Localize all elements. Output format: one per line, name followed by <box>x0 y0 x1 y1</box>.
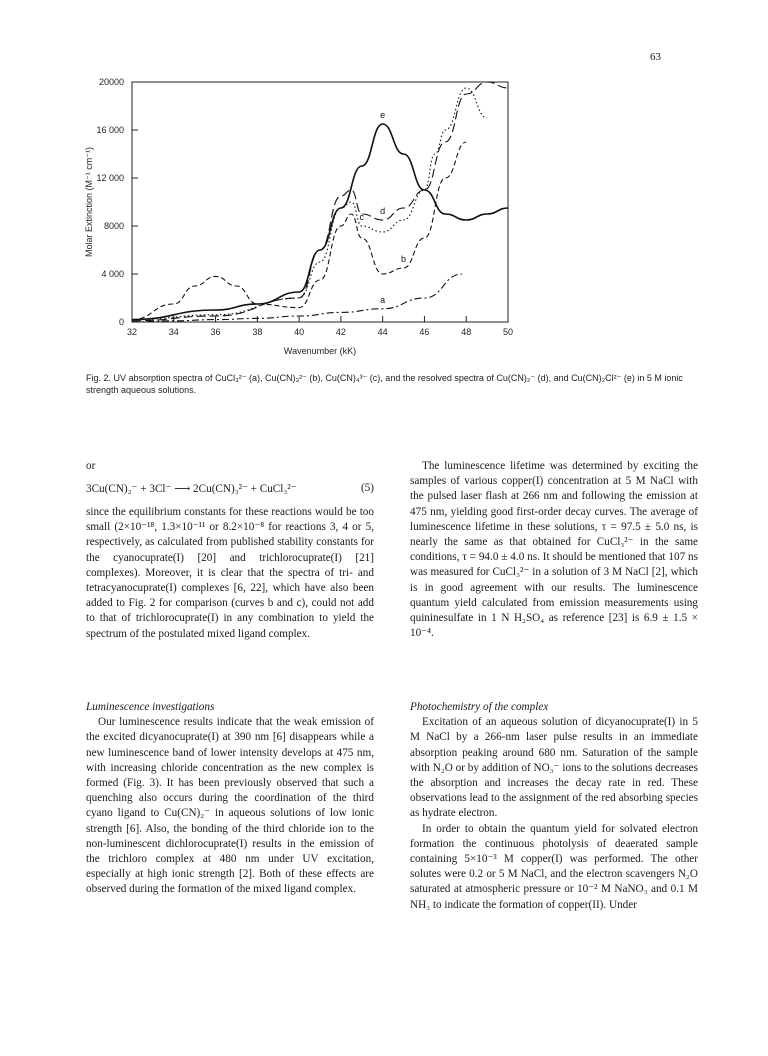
y-tick-label-5: 20000 <box>98 77 124 87</box>
series-line-d <box>132 82 508 321</box>
x-tick-label-42: 42 <box>335 327 346 337</box>
equation-text: 3Cu(CN)₂⁻ + 3Cl⁻ ⟶ 2Cu(CN)₃²⁻ + CuCl₃²⁻ <box>86 483 297 495</box>
series-line-c <box>132 88 487 320</box>
plot-frame <box>132 82 508 322</box>
series-label-e: e <box>380 110 386 120</box>
y-tick-label-2: 8000 <box>103 221 124 231</box>
equation-number: (5) <box>360 482 374 494</box>
section-heading-photochemistry: Photochemistry of the complex <box>410 701 549 713</box>
y-tick-label-1: 4 000 <box>101 269 124 279</box>
series-line-e <box>132 124 508 320</box>
equation-5 <box>86 482 374 495</box>
series-label-b: b <box>401 254 407 264</box>
series-label-c: c <box>359 212 365 222</box>
series-line-a <box>132 274 462 322</box>
right-paragraph-1: The luminescence lifetime was determined by exciting the samples of various copper(I) concentration at 5 M NaCl with the pulsed laser flash at 266 nm and following the emission at 475 nm, yielding good first-order decay curves. The average of luminescence lifetime in these solutions, τ = 97.5 ± 5.0 ns, is nearly the same as that obtained for CuCl₃²⁻ in the same conditions, τ = 94.0 ± 4.0 ns. It should be mentioned that 107 ns was measured for CuCl₃²⁻ in a solution of 3 M NaCl [2], which is in good agreement with our results. The luminescence quantum yield calculated from emission measurements using quininesulfate in 1 N H₂SO₄ as reference [23] is 6.9 ± 1.5 × 10⁻⁴. <box>410 460 698 640</box>
figure-caption: Fig. 2. UV absorption spectra of CuCl₃²⁻ (a), Cu(CN)₃²⁻ (b), Cu(CN)₄³⁻ (c), and the resolved spectra of Cu(CN)₂⁻ (d), and Cu(CN)₂Cl²⁻ (e) in 5 M ionic strength aqueous solutions. <box>86 373 683 395</box>
x-tick-label-34: 34 <box>168 327 179 337</box>
x-tick-label-36: 36 <box>210 327 221 337</box>
left-section-luminescence <box>86 700 374 898</box>
x-tick-label-50: 50 <box>502 327 514 337</box>
x-tick-label-44: 44 <box>377 327 388 337</box>
y-tick-label-0: 0 <box>118 317 124 327</box>
series-label-a: a <box>380 294 386 305</box>
section-heading-luminescence: Luminescence investigations <box>86 701 215 713</box>
page-number: 63 <box>650 51 661 63</box>
x-tick-label-38: 38 <box>252 327 263 337</box>
right-section-photochemistry <box>410 700 698 913</box>
x-tick-label-48: 48 <box>461 327 472 337</box>
x-axis-label: Wavenumber (kK) <box>283 346 357 356</box>
right-paragraph-3: In order to obtain the quantum yield for solvated electron formation the continuous photolysis of deaerated sample containing 5×10⁻³ M copper(I) was performed. The other solutes were 0.2 or 5 M NaCl, and the electron scavengers N₂O saturated at atmospheric pressure or 10⁻² M NaNO₃ and 0.1 M NH₃ to indicate the formation of copper(II). Under <box>410 822 698 911</box>
x-tick-label-32: 32 <box>126 327 138 337</box>
right-paragraph-2: Excitation of an aqueous solution of dicyanocuprate(I) in 5 M NaCl by a 266-nm laser pulse results in an immediate absorption peaking around 680 nm. Saturation of the sample with N₂O or by addition of NO₃⁻ ions to the solutions decreases the absorption and increases the decay rate in red. These observations lead to the assignment of the red absorbing species as hydrate electron. <box>410 716 698 820</box>
left-or: or <box>86 460 96 472</box>
y-tick-label-4: 16 000 <box>96 125 124 135</box>
x-tick-label-40: 40 <box>294 327 305 337</box>
series-label-d: d <box>380 206 386 216</box>
left-paragraph-2: Our luminescence results indicate that the weak emission of the excited dicyanocuprate(I) at 390 nm [6] disappears while a new luminescence band of lower intensity develops at 475 nm, with increasing chloride concentration as the new complex is formed (Fig. 3). It has been previously observed that such a quenching also occurs during the coordination of the third cyano ligand to Cu(CN)₂⁻ in aqueous solutions of low ionic strength [6]. Also, the bonding of the third chloride ion to the non-luminescent dichlorocuprate(I) results in the emission of the trichloro complex at 480 nm under UV excitation, especially at high ionic strength [2]. Both of these effects are observed during the formation of the mixed ligand complex. <box>86 716 374 896</box>
x-tick-label-46: 46 <box>419 327 430 337</box>
series-line-b <box>132 142 466 320</box>
spectra-chart <box>80 74 540 368</box>
y-axis-label: Molar Extinction (M⁻¹ cm⁻¹) <box>84 146 94 258</box>
figure-uv-spectra <box>80 74 540 368</box>
y-tick-label-3: 12 000 <box>96 173 124 183</box>
left-paragraph-1: since the equilibrium constants for these reactions would be too small (2×10⁻¹⁸, 1.3×10⁻¹¹ or 8.2×10⁻⁸ for reactions 3, 4 or 5, respectively, as calculated from published stability constants for the cyanocuprate(I) [20] and trichlorocuprate(I) [21] complexes). Moreover, it is clear that the spectra of tri- and tetracyanocuprate(I) complexes [6, 22], which have also been added to Fig. 2 for comparison (curves b and c), could not add to that of trichlorocuprate(I) in any combination to yield the spectrum of the postulated mixed ligand complex. <box>86 506 374 640</box>
